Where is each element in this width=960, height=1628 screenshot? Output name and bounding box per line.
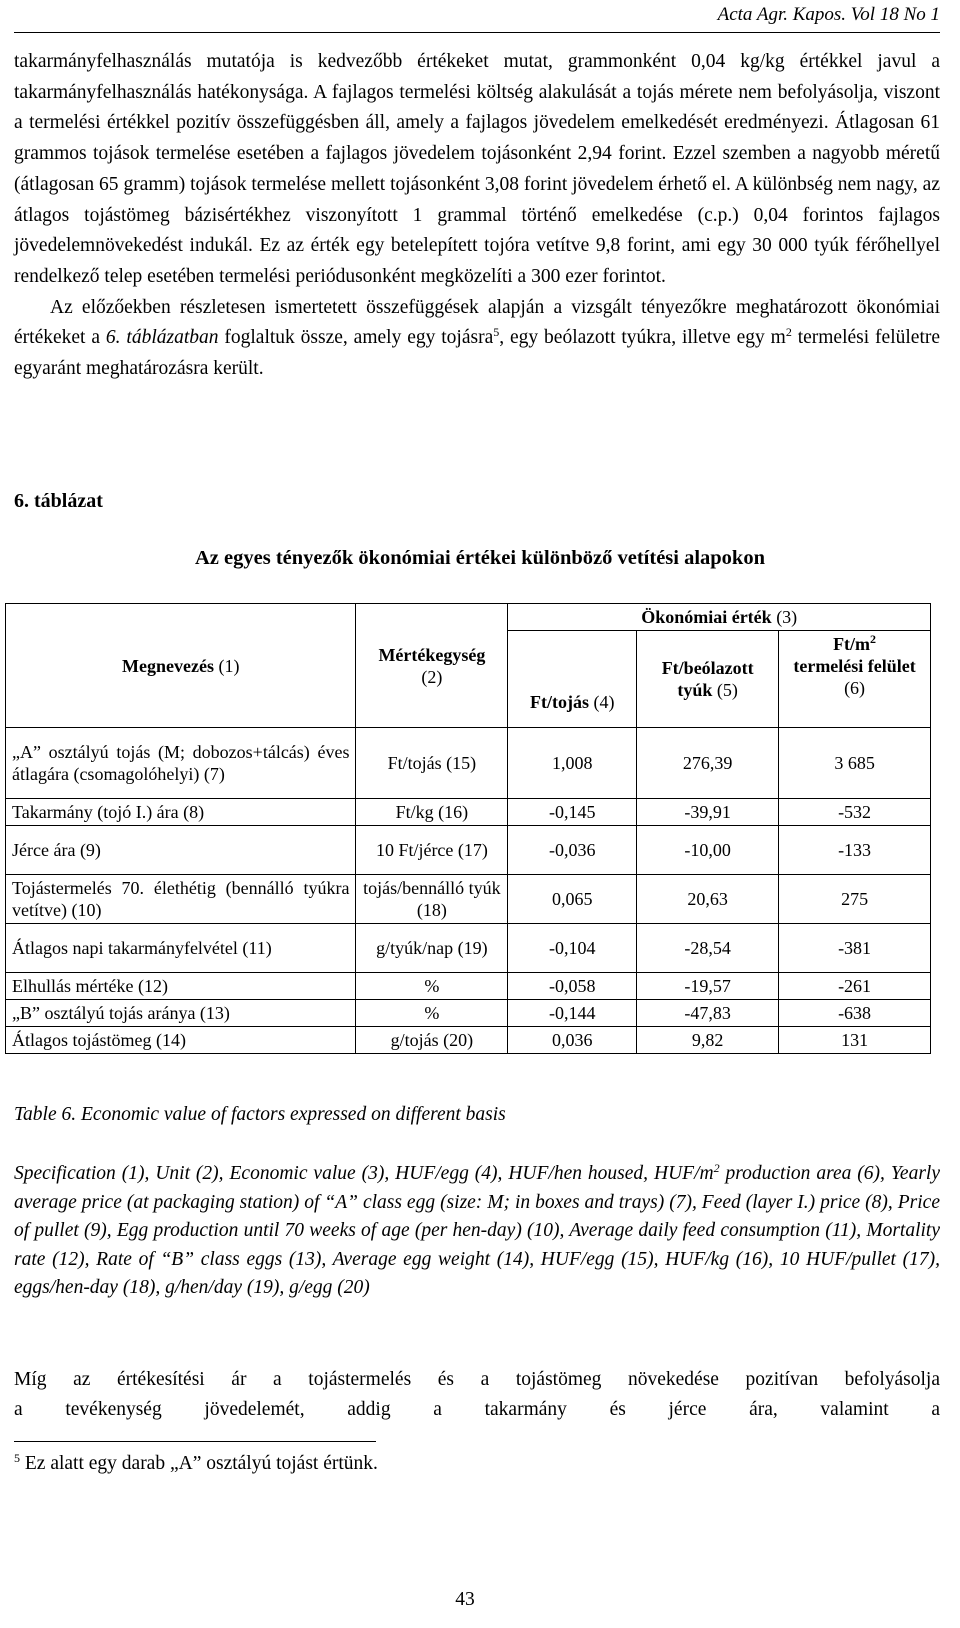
row-unit: g/tyúk/nap (19)	[356, 924, 508, 973]
header-ft-per-egg: Ft/tojás (4)	[508, 631, 637, 728]
footnote-rule	[14, 1441, 376, 1442]
closing-line-1: Míg az értékesítési ár a tojástermelés és a tojástömeg növekedése pozitívan befolyásolja	[14, 1369, 940, 1390]
running-header: Acta Agr. Kapos. Vol 18 No 1	[717, 4, 940, 25]
row-ft-per-hen: -47,83	[637, 1000, 779, 1027]
footnote-text: Ez alatt egy darab „A” osztályú tojást értünk.	[20, 1453, 378, 1474]
row-ft-per-egg: -0,036	[508, 826, 637, 875]
row-ft-per-egg: 1,008	[508, 728, 637, 799]
row-ft-per-area: -381	[779, 924, 931, 973]
row-ft-per-area: -261	[779, 973, 931, 1000]
header-unit: Mértékegység (2)	[356, 604, 508, 728]
row-ft-per-area: -133	[779, 826, 931, 875]
header-rule	[14, 32, 940, 33]
row-unit: 10 Ft/jérce (17)	[356, 826, 508, 875]
table-header-row-1	[6, 604, 931, 631]
row-ft-per-hen: 9,82	[637, 1027, 779, 1054]
table-row	[6, 728, 931, 799]
row-name: Jérce ára (9)	[6, 826, 356, 875]
row-name: Átlagos tojástömeg (14)	[6, 1027, 356, 1054]
row-unit: Ft/tojás (15)	[356, 728, 508, 799]
english-legend	[14, 1160, 940, 1303]
row-ft-per-hen: -10,00	[637, 826, 779, 875]
row-ft-per-area: 3 685	[779, 728, 931, 799]
table-row	[6, 924, 931, 973]
paragraph-2-text-c: , egy beólazott tyúkra, illetve egy m	[499, 327, 786, 349]
footnote-mark: 5	[493, 325, 500, 340]
row-unit: Ft/kg (16)	[356, 799, 508, 826]
row-ft-per-egg: -0,145	[508, 799, 637, 826]
table-row	[6, 799, 931, 826]
row-name: Elhullás mértéke (12)	[6, 973, 356, 1000]
footnote	[14, 1453, 378, 1475]
row-unit: %	[356, 1000, 508, 1027]
english-legend-superscript: 2	[713, 1161, 720, 1175]
row-ft-per-egg: 0,036	[508, 1027, 637, 1054]
body-text	[14, 47, 940, 385]
table-reference: 6. táblázatban	[105, 327, 219, 349]
row-ft-per-area: -638	[779, 1000, 931, 1027]
row-unit: g/tojás (20)	[356, 1027, 508, 1054]
table-row	[6, 875, 931, 924]
english-legend-text-b: production area (6), Yearly average price (at packaging station) of “A” class egg (size: M; in boxes and trays) (7), Feed (layer I.) price (8), Price of pullet (9), Egg production until 70 weeks of age (per hen-day) (10), Average daily feed consumption (11), Mortality rate (12), Rate of “B” class eggs (13), Average egg weight (14), HUF/egg (15), HUF/kg (16), 10 HUF/pullet (17), eggs/hen-day (18), g/hen/day (19), g/egg (20)	[14, 1163, 940, 1299]
row-ft-per-hen: -19,57	[637, 973, 779, 1000]
row-name: Átlagos napi takarmányfelvétel (11)	[6, 924, 356, 973]
header-economic-value: Ökonómiai érték (3)	[508, 604, 931, 631]
row-ft-per-area: -532	[779, 799, 931, 826]
closing-paragraph	[14, 1365, 940, 1425]
row-ft-per-egg: -0,058	[508, 973, 637, 1000]
header-ft-per-area: $Ft/m^2$ termelési felület (6)	[779, 631, 931, 728]
row-name: Tojástermelés 70. élethétig (bennálló tyúkra vetítve) (10)	[6, 875, 356, 924]
table-caption: 6. táblázat	[14, 490, 103, 512]
table-row	[6, 1027, 931, 1054]
row-name: „A” osztályú tojás (M; dobozos+tálcás) éves átlagára (csomagolóhelyi) (7)	[6, 728, 356, 799]
row-ft-per-hen: -39,91	[637, 799, 779, 826]
paragraph-1: takarmányfelhasználás mutatója is kedvezőbb értékeket mutat, grammonként 0,04 kg/kg értékkel javul a takarmányfelhasználás hatékonysága. A fajlagos termelési költség alakulását a tojás mérete nem befolyásolja, viszont a termelési értékkel pozitív összefüggésben áll, amely a fajlagos jövedelem emelkedését eredményezi. Átlagosan 61 grammos tojások termelése esetében a fajlagos jövedelem tojásonként 2,94 forint. Ezzel szemben a nagyobb méretű (átlagosan 65 gramm) tojások termelése mellett tojásonként 3,08 forint jövedelem érhető el. A különbség nem nagy, az átlagos tojástömeg bázisértékhez viszonyított 1 grammal történő emelkedése (c.p.) 0,04 forintos fajlagos jövedelemnövekedést indukál. Ez az érték egy betelepített tojóra vetítve 9,8 forint, ami egy 30 000 tyúk férőhellyel rendelkező telep esetében termelési periódusonként megközelíti a 300 ezer forintot.	[14, 51, 940, 287]
row-unit: tojás/bennálló tyúk (18)	[356, 875, 508, 924]
header-ft-per-hen: Ft/beólazott tyúk (5)	[637, 631, 779, 728]
row-ft-per-hen: 20,63	[637, 875, 779, 924]
english-legend-text-a: Specification (1), Unit (2), Economic value (3), HUF/egg (4), HUF/hen housed, HUF/m	[14, 1163, 714, 1184]
table-row	[6, 826, 931, 875]
row-unit: %	[356, 973, 508, 1000]
row-ft-per-area: 275	[779, 875, 931, 924]
economic-values-table	[5, 603, 931, 1054]
row-ft-per-egg: 0,065	[508, 875, 637, 924]
superscript-2: 2	[785, 325, 792, 340]
paragraph-2	[14, 293, 940, 385]
row-ft-per-hen: -28,54	[637, 924, 779, 973]
row-ft-per-area: 131	[779, 1027, 931, 1054]
row-ft-per-egg: -0,144	[508, 1000, 637, 1027]
paragraph-2-text-a: Az előzőekben részletesen ismertetett összefüggések alapján a vizsgált tényezőkre meghatározott ökonómiai értékeket a	[14, 296, 940, 349]
table-row	[6, 973, 931, 1000]
row-name: „B” osztályú tojás aránya (13)	[6, 1000, 356, 1027]
page-number: 43	[455, 1589, 475, 1610]
row-ft-per-hen: 276,39	[637, 728, 779, 799]
table-row	[6, 1000, 931, 1027]
english-table-caption: Table 6. Economic value of factors expressed on different basis	[14, 1104, 506, 1125]
closing-line-2: a tevékenység jövedelemét, addig a takarmány és jérce ára, valamint a	[14, 1399, 940, 1420]
table-title: Az egyes tényezők ökonómiai értékei különböző vetítési alapokon	[195, 547, 765, 569]
footnote-number: 5	[14, 1451, 20, 1465]
row-name: Takarmány (tojó I.) ára (8)	[6, 799, 356, 826]
row-ft-per-egg: -0,104	[508, 924, 637, 973]
header-name: Megnevezés (1)	[6, 604, 356, 728]
paragraph-2-text-b: foglaltuk össze, amely egy tojásra	[218, 327, 494, 349]
paragraph-2-text-d: termelési felületre egyaránt meghatározásra került.	[14, 327, 941, 380]
